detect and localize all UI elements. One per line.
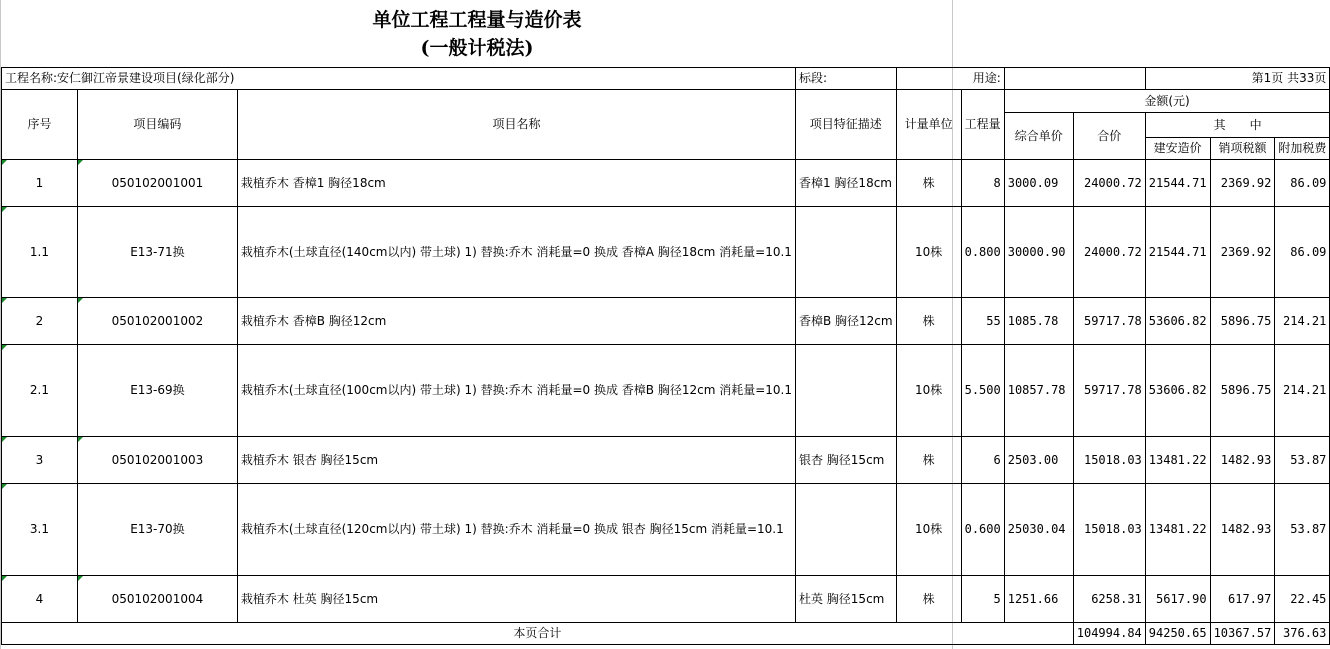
usage-value-cell[interactable] — [1004, 68, 1145, 90]
header-amount[interactable]: 金额(元) — [1004, 90, 1330, 113]
cell-qty[interactable]: 5 — [961, 576, 1004, 623]
cell-unit[interactable]: 10株 — [896, 207, 961, 298]
cell-construct[interactable]: 13481.22 — [1145, 437, 1210, 484]
cell-construct[interactable]: 5617.90 — [1145, 576, 1210, 623]
cell-unit[interactable]: 10株 — [896, 345, 961, 437]
cell-name[interactable]: 栽植乔木 银杏 胸径15cm — [237, 437, 795, 484]
header-unit-price[interactable]: 综合单价 — [1004, 113, 1073, 160]
cell-code[interactable]: E13-71换 — [77, 207, 237, 298]
header-total[interactable]: 合价 — [1073, 113, 1145, 160]
project-cell[interactable] — [2, 68, 238, 90]
header-tax[interactable]: 销项税额 — [1210, 138, 1275, 160]
cell-price[interactable]: 25030.04 — [1004, 484, 1073, 576]
cell-tax[interactable]: 5896.75 — [1210, 298, 1275, 345]
cell-surtax[interactable]: 86.09 — [1275, 160, 1330, 207]
section-label: 标段: — [798, 71, 828, 85]
cell-code[interactable]: 050102001001 — [77, 160, 237, 207]
cell-price[interactable]: 3000.09 — [1004, 160, 1073, 207]
cell-total[interactable]: 59717.78 — [1073, 298, 1145, 345]
usage-label-cell[interactable] — [896, 68, 1004, 90]
cell-desc[interactable] — [795, 207, 896, 298]
cell-seq[interactable]: 2.1 — [2, 345, 78, 437]
header-surtax[interactable]: 附加税费 — [1275, 138, 1330, 160]
title-line-2: (一般计税法) — [420, 37, 534, 59]
cell-qty[interactable]: 5.500 — [961, 345, 1004, 437]
footer-construct[interactable]: 94250.65 — [1145, 623, 1210, 645]
cell-seq[interactable]: 2 — [2, 298, 78, 345]
table-row — [2, 484, 1330, 576]
cell-surtax[interactable]: 53.87 — [1275, 437, 1330, 484]
cell-unit[interactable]: 株 — [896, 298, 961, 345]
header-unit[interactable]: 计量单位 — [896, 90, 961, 160]
cell-code[interactable]: E13-69换 — [77, 345, 237, 437]
header-code[interactable]: 项目编码 — [77, 90, 237, 160]
cell-tax[interactable]: 5896.75 — [1210, 345, 1275, 437]
cell-qty[interactable]: 6 — [961, 437, 1004, 484]
cell-name[interactable]: 栽植乔木(土球直径(120cm以内) 带土球) 1) 替换:乔木 消耗量=0 换成 银杏 胸径15cm 消耗量=10.1 — [237, 484, 795, 576]
cell-desc[interactable]: 银杏 胸径15cm — [795, 437, 896, 484]
cell-total[interactable]: 24000.72 — [1073, 160, 1145, 207]
cell-price[interactable]: 1251.66 — [1004, 576, 1073, 623]
page-info-cell[interactable] — [1145, 68, 1330, 90]
cell-price[interactable]: 2503.00 — [1004, 437, 1073, 484]
cell-code[interactable]: 050102001004 — [77, 576, 237, 623]
cell-qty[interactable]: 8 — [961, 160, 1004, 207]
cell-seq[interactable]: 3.1 — [2, 484, 78, 576]
cell-desc[interactable]: 杜英 胸径15cm — [795, 576, 896, 623]
cell-price[interactable]: 1085.78 — [1004, 298, 1073, 345]
cell-tax[interactable]: 1482.93 — [1210, 484, 1275, 576]
info-row — [2, 68, 1330, 90]
cell-tax[interactable]: 2369.92 — [1210, 160, 1275, 207]
cell-tax[interactable]: 1482.93 — [1210, 437, 1275, 484]
cell-desc[interactable] — [795, 484, 896, 576]
footer-surtax[interactable]: 376.63 — [1275, 623, 1330, 645]
report-title — [0, 6, 954, 62]
cell-surtax[interactable]: 214.21 — [1275, 298, 1330, 345]
cell-total[interactable]: 59717.78 — [1073, 345, 1145, 437]
cell-seq[interactable]: 4 — [2, 576, 78, 623]
table-row — [2, 207, 1330, 298]
table-row — [2, 345, 1330, 437]
cell-total[interactable]: 24000.72 — [1073, 207, 1145, 298]
cell-surtax[interactable]: 53.87 — [1275, 484, 1330, 576]
cell-surtax[interactable]: 214.21 — [1275, 345, 1330, 437]
cell-name[interactable]: 栽植乔木(土球直径(100cm以内) 带土球) 1) 替换:乔木 消耗量=0 换成 香樟B 胸径12cm 消耗量=10.1 — [237, 345, 795, 437]
header-name[interactable]: 项目名称 — [237, 90, 795, 160]
cell-name[interactable]: 栽植乔木 杜英 胸径15cm — [237, 576, 795, 623]
header-construct[interactable]: 建安造价 — [1145, 138, 1210, 160]
footer-label[interactable]: 本页合计 — [2, 623, 1074, 645]
footer-tax[interactable]: 10367.57 — [1210, 623, 1275, 645]
table-row — [2, 298, 1330, 345]
cell-code[interactable]: E13-70换 — [77, 484, 237, 576]
cell-construct[interactable]: 21544.71 — [1145, 160, 1210, 207]
usage-label: 用途: — [972, 71, 1001, 85]
footer-row — [2, 623, 1330, 645]
cell-tax[interactable]: 2369.92 — [1210, 207, 1275, 298]
cell-construct[interactable]: 21544.71 — [1145, 207, 1210, 298]
header-seq[interactable]: 序号 — [2, 90, 78, 160]
section-cell[interactable] — [795, 68, 896, 90]
project-label: 工程名称: — [5, 71, 58, 85]
cell-code[interactable]: 050102001003 — [77, 437, 237, 484]
cost-table — [1, 67, 1330, 645]
title-line-1: 单位工程工程量与造价表 — [372, 9, 582, 31]
cell-unit[interactable]: 株 — [896, 160, 961, 207]
header-desc[interactable]: 项目特征描述 — [795, 90, 896, 160]
header-qty[interactable]: 工程量 — [961, 90, 1004, 160]
project-value: 安仁御江帝景建设项目(绿化部分) — [57, 71, 235, 85]
cell-desc[interactable]: 香樟B 胸径12cm — [795, 298, 896, 345]
table-row — [2, 576, 1330, 623]
table-row — [2, 437, 1330, 484]
cell-name[interactable]: 栽植乔木 香樟1 胸径18cm — [237, 160, 795, 207]
cell-qty[interactable]: 0.800 — [961, 207, 1004, 298]
header-row-1 — [2, 90, 1330, 113]
cell-unit[interactable]: 株 — [896, 576, 961, 623]
cell-desc[interactable] — [795, 345, 896, 437]
cell-surtax[interactable]: 86.09 — [1275, 207, 1330, 298]
cell-total[interactable]: 15018.03 — [1073, 484, 1145, 576]
header-of-which[interactable]: 其 中 — [1145, 113, 1330, 138]
footer-total[interactable]: 104994.84 — [1073, 623, 1145, 645]
cell-seq[interactable]: 1.1 — [2, 207, 78, 298]
table-row — [2, 160, 1330, 207]
cell-price[interactable]: 10857.78 — [1004, 345, 1073, 437]
cell-construct[interactable]: 53606.82 — [1145, 298, 1210, 345]
cell-construct[interactable]: 53606.82 — [1145, 345, 1210, 437]
cell-seq[interactable]: 1 — [2, 160, 78, 207]
cell-qty[interactable]: 0.600 — [961, 484, 1004, 576]
cell-desc[interactable]: 香樟1 胸径18cm — [795, 160, 896, 207]
cell-seq[interactable]: 3 — [2, 437, 78, 484]
cell-surtax[interactable]: 22.45 — [1275, 576, 1330, 623]
cell-unit[interactable]: 10株 — [896, 484, 961, 576]
cell-name[interactable]: 栽植乔木 香樟B 胸径12cm — [237, 298, 795, 345]
cell-name[interactable]: 栽植乔木(土球直径(140cm以内) 带土球) 1) 替换:乔木 消耗量=0 换成 香樟A 胸径18cm 消耗量=10.1 — [237, 207, 795, 298]
cell-total[interactable]: 15018.03 — [1073, 437, 1145, 484]
cell-qty[interactable]: 55 — [961, 298, 1004, 345]
cell-tax[interactable]: 617.97 — [1210, 576, 1275, 623]
cell-unit[interactable]: 株 — [896, 437, 961, 484]
cell-code[interactable]: 050102001002 — [77, 298, 237, 345]
project-cell-cont[interactable] — [237, 68, 795, 90]
page-info: 第1页 共33页 — [1251, 71, 1327, 85]
cell-total[interactable]: 6258.31 — [1073, 576, 1145, 623]
cell-price[interactable]: 30000.90 — [1004, 207, 1073, 298]
cell-construct[interactable]: 13481.22 — [1145, 484, 1210, 576]
